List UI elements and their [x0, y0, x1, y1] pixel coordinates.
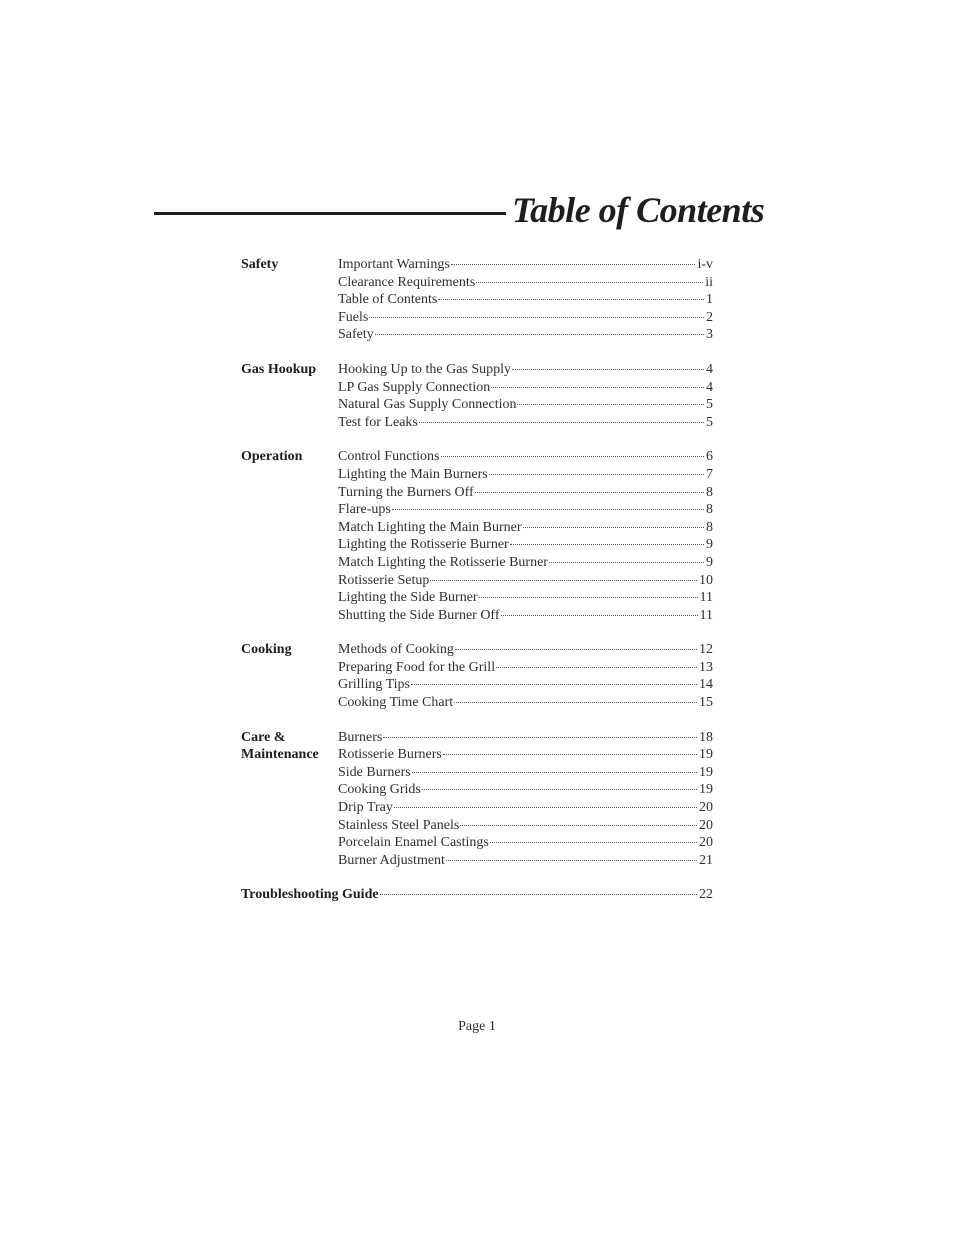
dot-leader — [446, 860, 697, 861]
toc-entry-page: 13 — [699, 659, 713, 675]
toc-entry-page: ii — [705, 274, 713, 290]
toc-entry-title: Flare-ups — [338, 502, 391, 518]
toc-section — [241, 361, 713, 431]
section-heading — [241, 361, 337, 379]
toc-entry-title: Control Functions — [338, 449, 440, 465]
toc-entry-title: Hooking Up to the Gas Supply — [338, 361, 512, 377]
toc-entry-page: 20 — [699, 817, 713, 833]
dot-leader — [441, 456, 704, 457]
toc-entry-page: 5 — [706, 414, 713, 430]
toc-entry-page: 1 — [706, 292, 713, 308]
dot-leader — [460, 825, 697, 826]
toc-entry[interactable] — [338, 659, 713, 677]
toc-entry[interactable] — [338, 729, 713, 747]
toc-entry-list — [338, 729, 713, 870]
toc-entry[interactable] — [338, 852, 713, 870]
toc-entry[interactable] — [338, 607, 713, 625]
title-rule — [154, 212, 506, 215]
dot-leader — [375, 334, 704, 335]
toc-entry[interactable] — [338, 834, 713, 852]
toc-entry-title: Match Lighting the Rotisserie Burner — [338, 554, 548, 570]
toc-entry-page: 14 — [699, 677, 713, 693]
toc-entry-title: Rotisserie Setup — [338, 572, 430, 588]
dot-leader — [475, 492, 704, 493]
toc-entry-troubleshooting[interactable] — [241, 886, 713, 904]
dot-leader — [380, 894, 697, 895]
toc-entry-title: Clearance Requirements — [338, 274, 476, 290]
toc-entry-title: Safety — [338, 327, 374, 343]
toc-entry[interactable] — [338, 817, 713, 835]
dot-leader — [549, 562, 704, 563]
dot-leader — [476, 282, 703, 283]
toc-entry-title: Match Lighting the Main Burner — [338, 519, 522, 535]
toc-entry[interactable] — [338, 274, 713, 292]
toc-entry-page: 4 — [706, 361, 713, 377]
dot-leader — [383, 737, 697, 738]
section-heading-line: Cooking — [241, 642, 292, 658]
toc-entry-page: 9 — [706, 554, 713, 570]
section-heading-line: Gas Hookup — [241, 361, 317, 377]
toc-entry-page: 11 — [699, 607, 713, 623]
toc-entry-title: Burner Adjustment — [338, 852, 445, 868]
toc-section — [241, 448, 713, 624]
toc-entry-title: Burners — [338, 729, 383, 745]
dot-leader — [501, 615, 698, 616]
toc-entry-title: Natural Gas Supply Connection — [338, 397, 517, 413]
section-heading-line: Care & — [241, 729, 286, 745]
toc-entry-page: i-v — [697, 257, 713, 272]
toc-entry-page: 7 — [706, 466, 713, 482]
toc-entry-title: Drip Tray — [338, 800, 393, 816]
toc-section — [241, 729, 713, 870]
toc-entry[interactable] — [338, 501, 713, 519]
toc-entry[interactable] — [338, 781, 713, 799]
toc-entry-page: 8 — [706, 519, 713, 535]
toc-entry[interactable] — [338, 519, 713, 537]
toc-entry[interactable] — [338, 799, 713, 817]
toc-entry[interactable] — [338, 484, 713, 502]
toc-entry[interactable] — [338, 396, 713, 414]
toc-entry-page: 10 — [699, 572, 713, 588]
toc-entry-page: 4 — [706, 379, 713, 395]
section-heading-line: Operation — [241, 449, 303, 465]
toc-entry-page: 9 — [706, 537, 713, 553]
dot-leader — [438, 299, 704, 300]
dot-leader — [430, 580, 697, 581]
toc-entry[interactable] — [338, 554, 713, 572]
section-heading — [241, 729, 337, 764]
dot-leader — [491, 387, 704, 388]
toc-section — [241, 641, 713, 711]
toc-entry-page: 15 — [699, 695, 713, 711]
toc-entry-title: Grilling Tips — [338, 677, 410, 693]
toc-entry-page: 19 — [699, 764, 713, 780]
toc-entry[interactable] — [338, 764, 713, 782]
dot-leader — [392, 509, 704, 510]
toc-entry[interactable] — [338, 641, 713, 659]
toc-entry[interactable] — [338, 536, 713, 554]
toc-entry[interactable] — [338, 361, 713, 379]
dot-leader — [490, 842, 697, 843]
dot-leader — [451, 264, 696, 265]
dot-leader — [523, 527, 704, 528]
toc-entry-page: 20 — [699, 835, 713, 851]
toc-entry-page: 19 — [699, 782, 713, 798]
dot-leader — [422, 789, 697, 790]
toc-entry-page: 3 — [706, 327, 713, 343]
table-of-contents — [241, 256, 713, 904]
toc-entry-title: Shutting the Side Burner Off — [338, 607, 500, 623]
toc-entry[interactable] — [338, 414, 713, 432]
toc-entry-page: 2 — [706, 309, 713, 325]
toc-entry-title: Fuels — [338, 309, 369, 325]
toc-entry[interactable] — [338, 466, 713, 484]
toc-entry[interactable] — [338, 309, 713, 327]
toc-entry-title: Troubleshooting Guide — [241, 887, 379, 903]
dot-leader — [479, 597, 698, 598]
toc-entry[interactable] — [338, 572, 713, 590]
section-heading — [241, 256, 337, 274]
dot-leader — [510, 544, 704, 545]
dot-leader — [443, 754, 697, 755]
toc-entry-page: 5 — [706, 397, 713, 413]
toc-entry-list — [338, 641, 713, 711]
toc-sections — [241, 256, 713, 869]
toc-entry[interactable] — [338, 589, 713, 607]
toc-entry-page: 6 — [706, 449, 713, 465]
toc-entry[interactable] — [338, 379, 713, 397]
dot-leader — [496, 667, 697, 668]
toc-entry-list — [338, 361, 713, 431]
toc-entry-title: Side Burners — [338, 764, 411, 780]
toc-entry-page: 18 — [699, 729, 713, 745]
toc-entry-title: Lighting the Side Burner — [338, 590, 478, 606]
toc-entry[interactable] — [338, 256, 713, 274]
dot-leader — [455, 649, 697, 650]
dot-leader — [454, 702, 697, 703]
toc-entry-title: Cooking Grids — [338, 782, 421, 798]
dot-leader — [512, 369, 704, 370]
dot-leader — [369, 317, 704, 318]
dot-leader — [419, 422, 704, 423]
section-heading — [241, 448, 337, 466]
dot-leader — [489, 474, 704, 475]
toc-entry-title: Test for Leaks — [338, 414, 418, 430]
dot-leader — [412, 772, 697, 773]
section-heading-line: Maintenance — [241, 747, 319, 763]
toc-entry-list — [338, 448, 713, 624]
toc-entry-title: Table of Contents — [338, 292, 438, 308]
toc-section — [241, 256, 713, 344]
toc-entry[interactable] — [338, 326, 713, 344]
section-heading-line: Safety — [241, 257, 279, 272]
toc-entry-title: Preparing Food for the Grill — [338, 659, 496, 675]
toc-entry-title: Lighting the Rotisserie Burner — [338, 537, 509, 553]
toc-entry[interactable] — [338, 694, 713, 712]
toc-entry-page: 21 — [699, 852, 713, 868]
section-heading — [241, 641, 337, 659]
dot-leader — [411, 684, 697, 685]
dot-leader — [517, 404, 704, 405]
page-title: Table of Contents — [512, 190, 765, 230]
toc-entry-title: Cooking Time Chart — [338, 695, 454, 711]
toc-entry-list — [338, 256, 713, 344]
toc-entry-page: 19 — [699, 747, 713, 763]
toc-entry-title: Turning the Burners Off — [338, 484, 474, 500]
toc-entry-page: 8 — [706, 502, 713, 518]
toc-entry-title: Important Warnings — [338, 257, 450, 272]
toc-entry-title: Methods of Cooking — [338, 642, 454, 658]
toc-entry-page: 12 — [699, 642, 713, 658]
page-number: Page 1 — [458, 1019, 496, 1034]
toc-entry[interactable] — [338, 291, 713, 309]
toc-entry[interactable] — [338, 746, 713, 764]
toc-entry-page: 22 — [699, 887, 713, 903]
toc-entry-title: LP Gas Supply Connection — [338, 379, 491, 395]
toc-entry-title: Porcelain Enamel Castings — [338, 835, 489, 851]
toc-entry-page: 8 — [706, 484, 713, 500]
dot-leader — [394, 807, 697, 808]
toc-entry-title: Lighting the Main Burners — [338, 466, 488, 482]
toc-entry[interactable] — [338, 676, 713, 694]
toc-entry-title: Rotisserie Burners — [338, 747, 442, 763]
toc-entry-page: 11 — [699, 590, 713, 606]
toc-entry-page: 20 — [699, 800, 713, 816]
toc-entry[interactable] — [338, 448, 713, 466]
toc-entry-title: Stainless Steel Panels — [338, 817, 460, 833]
